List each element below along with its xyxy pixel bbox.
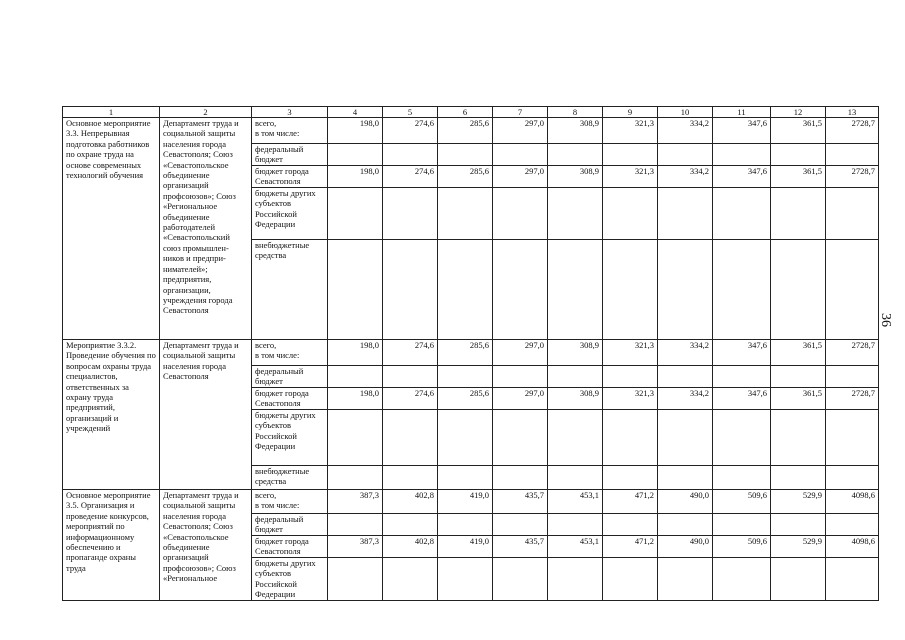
amount-cell bbox=[603, 466, 658, 490]
amount-cell bbox=[658, 366, 713, 388]
amount-cell bbox=[603, 514, 658, 536]
amount-cell bbox=[658, 188, 713, 240]
amount-cell: 402,8 bbox=[383, 490, 438, 514]
amount-cell bbox=[658, 466, 713, 490]
amount-cell: 297,0 bbox=[493, 388, 548, 410]
page-number: 36 bbox=[878, 313, 893, 327]
funding-source: внебюджетные средства bbox=[252, 466, 328, 490]
amount-cell: 509,6 bbox=[713, 490, 771, 514]
amount-cell: 285,6 bbox=[438, 388, 493, 410]
amount-cell bbox=[713, 410, 771, 466]
amount-cell bbox=[603, 240, 658, 340]
amount-cell: 274,6 bbox=[383, 340, 438, 366]
financing-table bbox=[62, 106, 879, 601]
event-name: Основное мероприятие 3.3. Непрерывная подготовка работников по охране труда на основе современных технологий обучения bbox=[63, 118, 160, 340]
amount-cell bbox=[328, 240, 383, 340]
amount-cell: 419,0 bbox=[438, 490, 493, 514]
header-cell: 9 bbox=[603, 107, 658, 118]
amount-cell bbox=[493, 410, 548, 466]
amount-cell: 402,8 bbox=[383, 536, 438, 558]
amount-cell: 2728,7 bbox=[826, 166, 879, 188]
amount-cell bbox=[383, 514, 438, 536]
amount-cell bbox=[493, 558, 548, 601]
amount-cell bbox=[493, 188, 548, 240]
amount-cell: 285,6 bbox=[438, 340, 493, 366]
header-cell: 12 bbox=[771, 107, 826, 118]
amount-cell bbox=[713, 240, 771, 340]
amount-cell: 285,6 bbox=[438, 118, 493, 144]
amount-cell bbox=[771, 466, 826, 490]
amount-cell bbox=[493, 144, 548, 166]
amount-cell: 361,5 bbox=[771, 388, 826, 410]
funding-source: бюджет города Севастополя bbox=[252, 388, 328, 410]
amount-cell: 387,3 bbox=[328, 490, 383, 514]
amount-cell bbox=[826, 366, 879, 388]
amount-cell: 297,0 bbox=[493, 166, 548, 188]
amount-cell: 471,2 bbox=[603, 490, 658, 514]
amount-cell bbox=[493, 240, 548, 340]
amount-cell bbox=[713, 466, 771, 490]
amount-cell bbox=[383, 240, 438, 340]
amount-cell bbox=[438, 514, 493, 536]
amount-cell: 308,9 bbox=[548, 340, 603, 366]
responsible-executor: Департамент труда и социальной защиты населения города Севастополя; Союз «Севастопольское объединение организаций профсоюзов»; Союз «Региональное объединение работодателей «Севастопольский союз промышлен-ников и предпри-нимателей»; предприятия, организации, учреждения города Севастополя bbox=[160, 118, 252, 340]
header-cell: 11 bbox=[713, 107, 771, 118]
amount-cell bbox=[548, 466, 603, 490]
header-row bbox=[63, 107, 879, 118]
amount-cell: 529,9 bbox=[771, 490, 826, 514]
amount-cell: 347,6 bbox=[713, 340, 771, 366]
amount-cell bbox=[328, 514, 383, 536]
amount-cell bbox=[603, 410, 658, 466]
funding-source: всего, в том числе: bbox=[252, 490, 328, 514]
amount-cell bbox=[438, 188, 493, 240]
amount-cell bbox=[658, 558, 713, 601]
event-name: Мероприятие 3.3.2. Проведение обучения по вопросам охраны труда специалистов, ответственных за охрану труда предприятий, организаций и учреждений bbox=[63, 340, 160, 490]
amount-cell bbox=[713, 558, 771, 601]
funding-source: всего, в том числе: bbox=[252, 118, 328, 144]
header-cell: 4 bbox=[328, 107, 383, 118]
amount-cell: 2728,7 bbox=[826, 388, 879, 410]
amount-cell bbox=[603, 188, 658, 240]
amount-cell bbox=[383, 558, 438, 601]
amount-cell bbox=[771, 514, 826, 536]
amount-cell: 198,0 bbox=[328, 166, 383, 188]
amount-cell: 274,6 bbox=[383, 118, 438, 144]
amount-cell bbox=[603, 144, 658, 166]
amount-cell: 529,9 bbox=[771, 536, 826, 558]
amount-cell bbox=[548, 558, 603, 601]
amount-cell bbox=[771, 188, 826, 240]
amount-cell: 308,9 bbox=[548, 166, 603, 188]
amount-cell: 471,2 bbox=[603, 536, 658, 558]
amount-cell: 347,6 bbox=[713, 118, 771, 144]
amount-cell: 453,1 bbox=[548, 490, 603, 514]
responsible-executor: Департамент труда и социальной защиты населения города Севастополя; Союз «Севастопольское объединение организаций профсоюзов»; Союз «Региональное bbox=[160, 490, 252, 601]
amount-cell: 347,6 bbox=[713, 388, 771, 410]
table-body bbox=[63, 118, 879, 601]
amount-cell: 509,6 bbox=[713, 536, 771, 558]
header-cell: 6 bbox=[438, 107, 493, 118]
funding-source: бюджет города Севастополя bbox=[252, 536, 328, 558]
amount-cell: 297,0 bbox=[493, 340, 548, 366]
amount-cell: 419,0 bbox=[438, 536, 493, 558]
funding-source: федеральный бюджет bbox=[252, 144, 328, 166]
amount-cell bbox=[548, 144, 603, 166]
amount-cell bbox=[713, 144, 771, 166]
amount-cell bbox=[328, 558, 383, 601]
amount-cell bbox=[548, 514, 603, 536]
amount-cell: 198,0 bbox=[328, 118, 383, 144]
amount-cell bbox=[328, 366, 383, 388]
amount-cell bbox=[328, 188, 383, 240]
amount-cell bbox=[493, 466, 548, 490]
amount-cell: 334,2 bbox=[658, 166, 713, 188]
amount-cell: 285,6 bbox=[438, 166, 493, 188]
funding-source: бюджеты других субъектов Российской Федерации bbox=[252, 558, 328, 601]
amount-cell bbox=[826, 466, 879, 490]
amount-cell: 321,3 bbox=[603, 340, 658, 366]
header-cell: 13 bbox=[826, 107, 879, 118]
funding-source: федеральный бюджет bbox=[252, 514, 328, 536]
amount-cell: 490,0 bbox=[658, 490, 713, 514]
amount-cell: 361,5 bbox=[771, 118, 826, 144]
funding-source: всего, в том числе: bbox=[252, 340, 328, 366]
amount-cell bbox=[383, 366, 438, 388]
amount-cell: 361,5 bbox=[771, 340, 826, 366]
funding-source: бюджеты других субъектов Российской Федерации bbox=[252, 410, 328, 466]
amount-cell bbox=[438, 144, 493, 166]
event-name: Основное мероприятие 3.5. Организация и проведение конкурсов, мероприятий по информационному обеспечению и пропаганде охраны труда bbox=[63, 490, 160, 601]
amount-cell: 297,0 bbox=[493, 118, 548, 144]
amount-cell: 387,3 bbox=[328, 536, 383, 558]
header-cell: 8 bbox=[548, 107, 603, 118]
table-row bbox=[63, 490, 879, 514]
amount-cell bbox=[438, 558, 493, 601]
amount-cell bbox=[603, 558, 658, 601]
amount-cell bbox=[826, 188, 879, 240]
amount-cell bbox=[658, 514, 713, 536]
amount-cell: 453,1 bbox=[548, 536, 603, 558]
amount-cell: 274,6 bbox=[383, 166, 438, 188]
amount-cell: 321,3 bbox=[603, 118, 658, 144]
amount-cell bbox=[548, 410, 603, 466]
funding-source: бюджет города Севастополя bbox=[252, 166, 328, 188]
amount-cell bbox=[826, 240, 879, 340]
amount-cell bbox=[826, 558, 879, 601]
amount-cell bbox=[713, 366, 771, 388]
amount-cell bbox=[493, 514, 548, 536]
amount-cell bbox=[771, 366, 826, 388]
amount-cell bbox=[438, 240, 493, 340]
amount-cell bbox=[493, 366, 548, 388]
amount-cell: 435,7 bbox=[493, 490, 548, 514]
amount-cell bbox=[328, 410, 383, 466]
amount-cell bbox=[383, 144, 438, 166]
responsible-executor: Департамент труда и социальной защиты населения города Севастополя bbox=[160, 340, 252, 490]
amount-cell bbox=[548, 366, 603, 388]
amount-cell: 321,3 bbox=[603, 166, 658, 188]
header-cell: 2 bbox=[160, 107, 252, 118]
amount-cell bbox=[826, 410, 879, 466]
amount-cell: 361,5 bbox=[771, 166, 826, 188]
amount-cell bbox=[383, 410, 438, 466]
header-cell: 5 bbox=[383, 107, 438, 118]
amount-cell bbox=[826, 514, 879, 536]
amount-cell: 198,0 bbox=[328, 340, 383, 366]
amount-cell bbox=[383, 188, 438, 240]
funding-source: бюджеты других субъектов Российской Федерации bbox=[252, 188, 328, 240]
amount-cell: 321,3 bbox=[603, 388, 658, 410]
amount-cell: 334,2 bbox=[658, 340, 713, 366]
header-cell: 10 bbox=[658, 107, 713, 118]
header-cell: 3 bbox=[252, 107, 328, 118]
amount-cell bbox=[713, 188, 771, 240]
amount-cell bbox=[328, 466, 383, 490]
amount-cell bbox=[603, 366, 658, 388]
amount-cell: 308,9 bbox=[548, 118, 603, 144]
amount-cell: 435,7 bbox=[493, 536, 548, 558]
amount-cell: 308,9 bbox=[548, 388, 603, 410]
amount-cell bbox=[548, 240, 603, 340]
amount-cell bbox=[658, 144, 713, 166]
amount-cell: 274,6 bbox=[383, 388, 438, 410]
amount-cell bbox=[658, 410, 713, 466]
amount-cell bbox=[328, 144, 383, 166]
amount-cell: 2728,7 bbox=[826, 118, 879, 144]
amount-cell: 198,0 bbox=[328, 388, 383, 410]
amount-cell bbox=[658, 240, 713, 340]
amount-cell: 2728,7 bbox=[826, 340, 879, 366]
amount-cell: 347,6 bbox=[713, 166, 771, 188]
amount-cell bbox=[771, 558, 826, 601]
amount-cell bbox=[771, 240, 826, 340]
amount-cell bbox=[438, 366, 493, 388]
amount-cell: 4098,6 bbox=[826, 536, 879, 558]
amount-cell bbox=[771, 144, 826, 166]
amount-cell bbox=[438, 410, 493, 466]
amount-cell bbox=[713, 514, 771, 536]
amount-cell: 490,0 bbox=[658, 536, 713, 558]
amount-cell: 334,2 bbox=[658, 388, 713, 410]
amount-cell: 334,2 bbox=[658, 118, 713, 144]
funding-source: внебюджетные средства bbox=[252, 240, 328, 340]
amount-cell bbox=[771, 410, 826, 466]
table-row bbox=[63, 118, 879, 144]
header-cell: 1 bbox=[63, 107, 160, 118]
amount-cell bbox=[826, 144, 879, 166]
amount-cell bbox=[383, 466, 438, 490]
amount-cell bbox=[548, 188, 603, 240]
funding-source: федеральный бюджет bbox=[252, 366, 328, 388]
amount-cell: 4098,6 bbox=[826, 490, 879, 514]
table-row bbox=[63, 340, 879, 366]
header-cell: 7 bbox=[493, 107, 548, 118]
amount-cell bbox=[438, 466, 493, 490]
